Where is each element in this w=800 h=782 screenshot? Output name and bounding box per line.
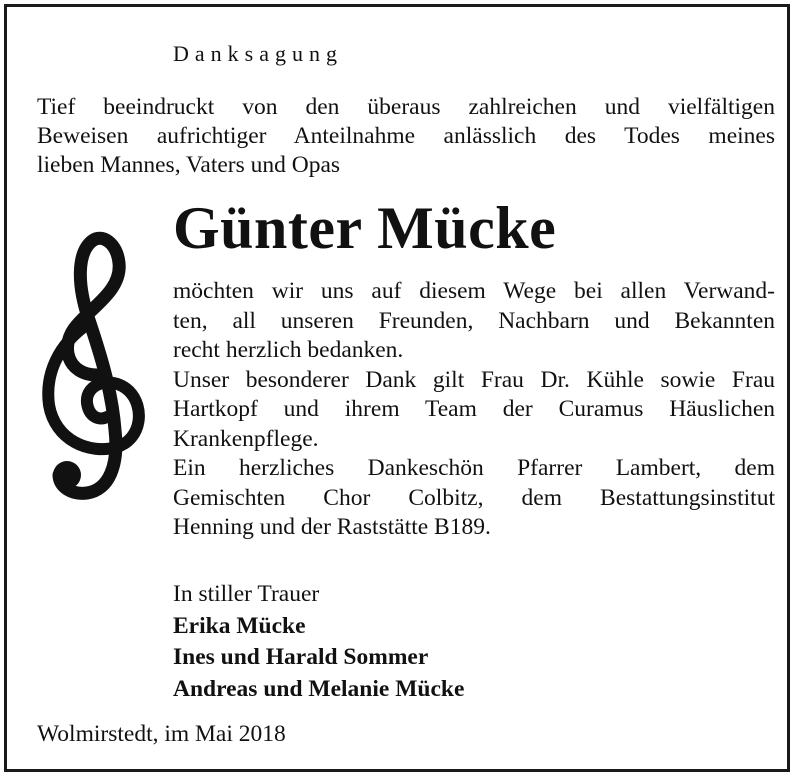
body-line: recht herzlich bedanken.: [173, 337, 404, 363]
body-line: Unser besonderer Dank gilt Frau Dr. Kühle sowie Frau: [173, 366, 775, 393]
treble-clef-icon: [37, 225, 147, 507]
body-line: Gemischten Chor Colbitz, dem Bestattungsinstitut: [173, 484, 775, 511]
place-date: Wolmirstedt, im Mai 2018: [37, 721, 286, 747]
mourner-name: Ines und Harald Sommer: [173, 644, 429, 670]
mourning-label: In stiller Trauer: [173, 581, 320, 607]
intro-line: lieben Mannes, Vaters und Opas: [37, 152, 341, 178]
mourner-name: Erika Mücke: [173, 612, 306, 639]
body-line: Hartkopf und ihrem Team der Curamus Häuslichen: [173, 396, 775, 422]
obituary-card: [4, 4, 790, 772]
mourners-block: [173, 579, 464, 705]
deceased-name: Günter Mücke: [173, 195, 557, 261]
thanks-text: [173, 277, 775, 543]
body-line: ten, all unseren Freunden, Nachbarn und Bekannten: [173, 307, 775, 334]
intro-line: Tief beeindruckt von den überaus zahlreichen und vielfältigen: [37, 94, 775, 120]
intro-line: Beweisen aufrichtiger Anteilnahme anlässlich des Todes meines: [37, 123, 775, 149]
body-line: möchten wir uns auf diesem Wege bei allen Verwand-: [173, 278, 775, 304]
mourner-name: Andreas und Melanie Mücke: [173, 675, 465, 702]
body-line: Krankenpflege.: [173, 425, 319, 452]
body-line: Henning und der Raststätte B189.: [173, 514, 491, 540]
body-line: Ein herzliches Dankeschön Pfarrer Lambert, dem: [173, 455, 775, 481]
intro-text: [37, 93, 775, 180]
notice-heading: Danksagung: [173, 41, 343, 66]
